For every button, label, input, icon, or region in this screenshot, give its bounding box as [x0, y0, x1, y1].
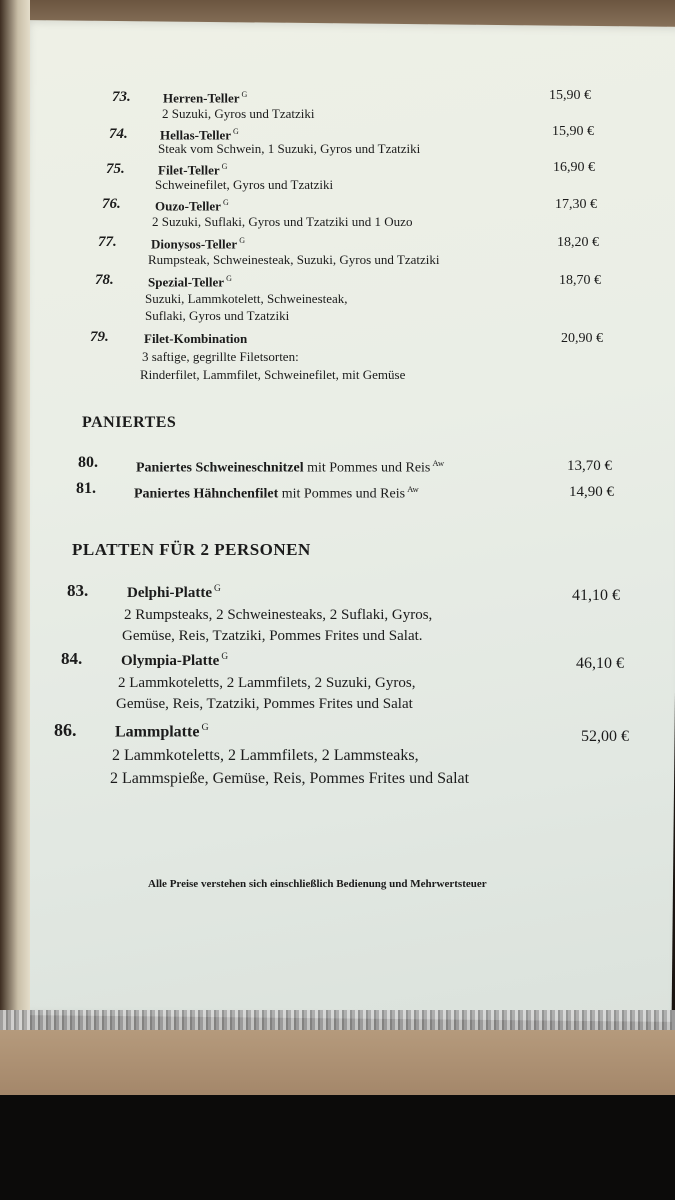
item-description: Rinderfilet, Lammfilet, Schweinefilet, mit Gemüse [140, 367, 406, 382]
item-price: 46,10 € [576, 655, 624, 672]
item-number: 73. [112, 89, 131, 105]
item-price: 13,70 € [567, 458, 612, 474]
item-name: Olympia-Platte $^G$ [121, 652, 229, 669]
leather-cover [0, 1030, 675, 1095]
item-price: 41,10 € [572, 587, 620, 604]
item-number: 76. [102, 196, 121, 212]
item-name: Paniertes Hähnchenfilet mit Pommes und Reis $^{Aw}$ [134, 484, 419, 502]
item-number: 78. [95, 272, 114, 288]
item-number: 84. [61, 649, 83, 668]
item-description: 3 saftige, gegrillte Filetsorten: [142, 349, 299, 364]
item-description: 2 Lammkoteletts, 2 Lammfilets, 2 Lammsteaks, [112, 747, 419, 764]
item-number: 75. [106, 161, 125, 177]
item-price: 20,90 € [561, 331, 603, 346]
item-description: Gemüse, Reis, Tzatziki, Pommes Frites und Salat [116, 696, 413, 712]
item-description: Rumpsteak, Schweinesteak, Suzuki, Gyros und Tzatziki [148, 252, 440, 267]
item-name: Lammplatte $^G$ [115, 722, 209, 741]
item-name: Filet-Teller $^G$ [158, 162, 228, 178]
item-name: Dionysos-Teller $^G$ [151, 236, 246, 252]
item-description: 2 Lammspieße, Gemüse, Reis, Pommes Frites und Salat [110, 770, 470, 787]
item-price: 18,20 € [557, 235, 599, 250]
item-number: 80. [78, 454, 98, 471]
item-description: Gemüse, Reis, Tzatziki, Pommes Frites und Salat. [122, 628, 423, 644]
item-name: Ouzo-Teller $^G$ [155, 198, 229, 214]
item-price: 17,30 € [555, 197, 597, 212]
item-description: 2 Suzuki, Gyros und Tzatziki [162, 106, 315, 121]
section-title-platten: PLATTEN FÜR 2 PERSONEN [72, 540, 311, 559]
item-description: 2 Rumpsteaks, 2 Schweinesteaks, 2 Suflaki, Gyros, [124, 607, 433, 623]
item-description: Schweinefilet, Gyros und Tzatziki [155, 177, 334, 192]
item-description: 2 Suzuki, Suflaki, Gyros und Tzatziki und 1 Ouzo [152, 214, 413, 229]
item-price: 52,00 € [581, 728, 629, 745]
item-description: 2 Lammkoteletts, 2 Lammfilets, 2 Suzuki, Gyros, [118, 675, 416, 691]
item-price: 15,90 € [552, 124, 594, 139]
item-price: 14,90 € [569, 484, 614, 500]
item-name: Hellas-Teller $^G$ [160, 127, 239, 143]
section-title-paniertes: PANIERTES [82, 414, 177, 431]
item-name: Spezial-Teller $^G$ [148, 274, 232, 290]
item-number: 86. [54, 720, 77, 740]
item-price: 18,70 € [559, 273, 601, 288]
item-price: 16,90 € [553, 160, 595, 175]
item-name: Herren-Teller $^G$ [163, 90, 248, 106]
table-surface [0, 1095, 675, 1200]
item-price: 15,90 € [549, 88, 591, 103]
item-description: Suflaki, Gyros und Tzatziki [145, 308, 290, 323]
item-number: 81. [76, 480, 96, 497]
plastic-sleeve-edge [0, 1010, 675, 1032]
item-number: 77. [98, 234, 117, 250]
item-number: 79. [90, 329, 109, 345]
item-description: Steak vom Schwein, 1 Suzuki, Gyros und Tzatziki [158, 141, 421, 156]
item-name: Delphi-Platte $^G$ [127, 584, 221, 601]
footer-note: Alle Preise verstehen sich einschließlich Bedienung und Mehrwertsteuer [148, 878, 487, 890]
item-number: 74. [109, 126, 128, 142]
item-number: 83. [67, 581, 89, 600]
item-name: Filet-Kombination [144, 331, 248, 346]
item-name: Paniertes Schweineschnitzel mit Pommes und Reis $^{Aw}$ [136, 458, 445, 476]
item-description: Suzuki, Lammkotelett, Schweinesteak, [145, 291, 348, 306]
